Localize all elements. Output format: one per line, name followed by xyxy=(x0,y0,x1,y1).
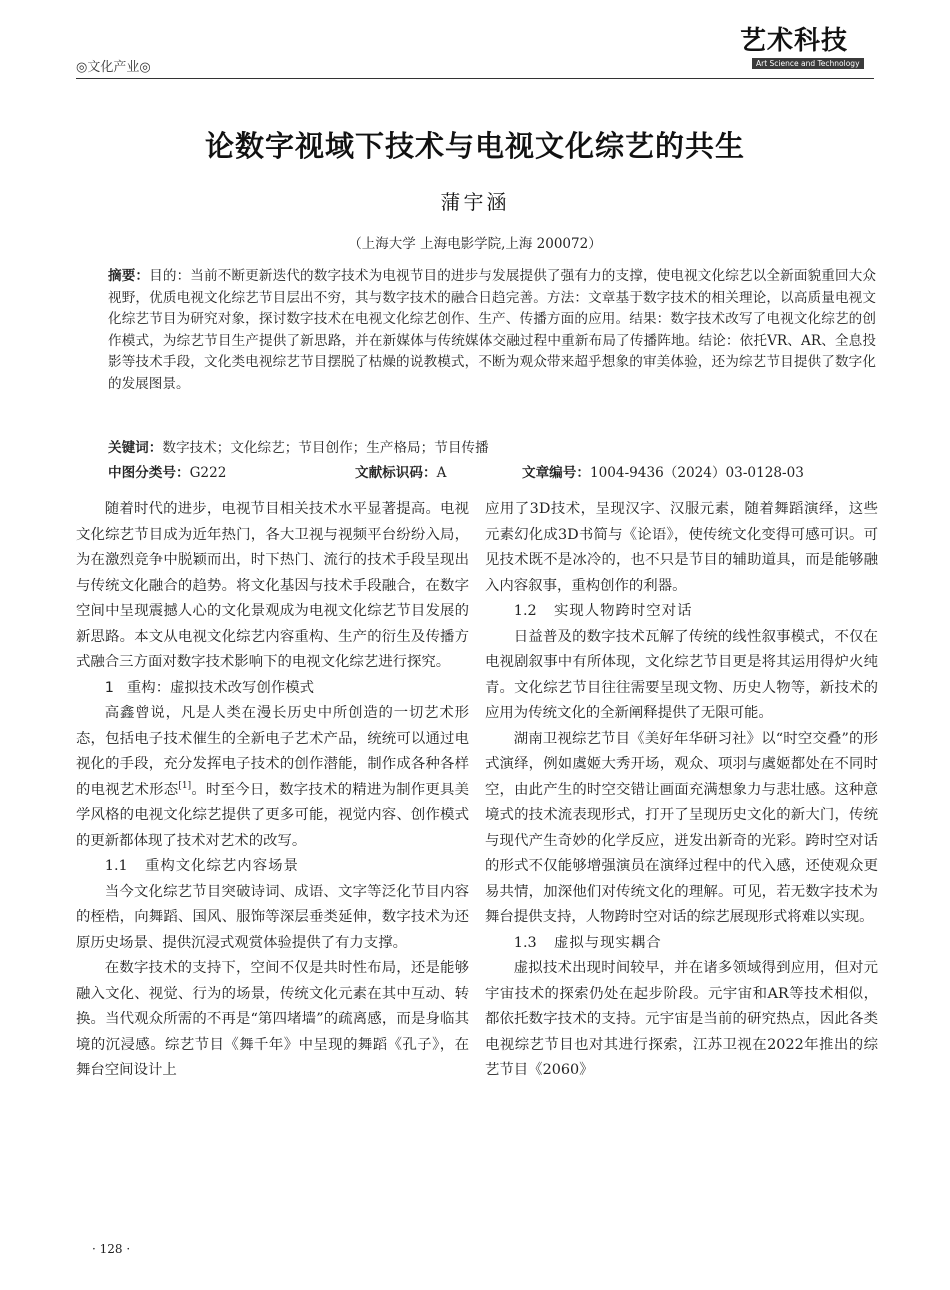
keywords-label: 关键词： xyxy=(108,440,163,456)
body-text: 。时至今日，数字技术的精进为制作更具美学风格的电视文化综艺提供了更多可能，视觉内容、创作模式的更新都体现了技术对艺术的改写。 xyxy=(76,781,469,849)
article-author: 蒲宇涵 xyxy=(440,190,510,214)
subsection-title: 重构文化综艺内容场景 xyxy=(144,858,299,874)
citation-ref: [1] xyxy=(178,780,192,791)
article-title: 论数字视域下技术与电视文化综艺的共生 xyxy=(204,129,745,163)
page-number: · 128 · xyxy=(92,1242,131,1256)
subsection-number: 1.2 xyxy=(513,603,537,619)
journal-logo-en: Art Science and Technology xyxy=(752,58,864,69)
body-paragraph: 在数字技术的支持下，空间不仅是共时性布局，还是能够融入文化、视觉、行为的场景，传统文化元素在其中互动、转换。当代观众所需的不再是“第四堵墙”的疏离感，而是身临其境的沉浸感。综艺节目《舞千年》中呈现的舞蹈《孔子》，在舞台空间设计上 xyxy=(76,960,469,1078)
article-no-label: 文章编号： xyxy=(522,465,590,481)
header-rule xyxy=(76,78,874,79)
subsection-heading-1-3 xyxy=(485,931,878,957)
author-affiliation: （上海大学 上海电影学院,上海 200072） xyxy=(348,236,602,252)
abstract-label: 摘要： xyxy=(108,268,150,284)
body-paragraph: 虚拟技术出现时间较早，并在诸多领域得到应用，但对元宇宙技术的探索仍处在起步阶段。元宇宙和AR等技术相似，都依托数字技术的支持。元宇宙是当前的研究热点，因此各类电视综艺节目也对其进行探索，江苏卫视在2022年推出的综艺节目《2060》 xyxy=(485,960,878,1078)
subsection-title: 实现人物跨时空对话 xyxy=(553,603,693,619)
abstract xyxy=(108,266,876,396)
body-paragraph: 当今文化综艺节目突破诗词、成语、文字等泛化节目内容的桎梏，向舞蹈、国风、服饰等深层垂类延伸，数字技术为还原历史场景、提供沉浸式观赏体验提供了有力支撑。 xyxy=(76,883,469,951)
section-heading-1 xyxy=(76,676,469,702)
journal-logo-cn: 艺术科技 xyxy=(740,26,849,56)
doc-code-value: A xyxy=(436,465,447,481)
clc-value: G222 xyxy=(189,465,227,481)
clc-label: 中图分类号： xyxy=(108,465,190,481)
keywords-text: 数字技术；文化综艺；节目创作；生产格局；节目传播 xyxy=(162,440,489,456)
article-number xyxy=(522,461,804,481)
clc-number xyxy=(108,461,226,481)
article-no-value: 1004-9436（2024）03-0128-03 xyxy=(589,465,804,481)
subsection-title: 虚拟与现实耦合 xyxy=(553,934,662,951)
body-paragraph xyxy=(76,701,469,854)
journal-logo xyxy=(730,20,860,72)
subsection-number: 1.3 xyxy=(513,934,537,951)
body-column-left xyxy=(76,497,469,1084)
body-paragraph: 日益普及的数字技术瓦解了传统的线性叙事模式，不仅在电视剧叙事中有所体现，文化综艺节目更是将其运用得炉火纯青。文化综艺节目往往需要呈现文物、历史人物等，新技术的应用为传统文化的全新阐释提供了无限可能。 xyxy=(485,628,878,721)
subsection-number: 1.1 xyxy=(104,858,128,874)
section-tag: ◎文化产业◎ xyxy=(76,60,151,75)
abstract-text: 目的：当前不断更新迭代的数字技术为电视节目的进步与发展提供了强有力的支撑，使电视文化综艺以全新面貌重回大众视野，优质电视文化综艺节目层出不穷，其与数字技术的融合日趋完善。方法：文章基于数字技术的相关理论，以高质量电视文化综艺节目为研究对象，探讨数字技术在电视文化综艺创作、生产、传播方面的应用。结果：数字技术改写了电视文化综艺的创作模式，为综艺节目生产提供了新思路，并在新媒体与传统媒体交融过程中重新布局了传播阵地。结论：依托VR、AR、全息投影等技术手段，文化类电视综艺节目摆脱了枯燥的说教模式，不断为观众带来超乎想象的审美体验，还为综艺节目提供了数字化的发展图景。 xyxy=(108,268,877,392)
body-column-right xyxy=(485,497,878,1084)
section-heading-text: 重构：虚拟技术改写创作模式 xyxy=(126,679,314,696)
keywords xyxy=(108,436,876,456)
subsection-heading-1-1 xyxy=(76,854,469,880)
body-paragraph: 应用了3D技术，呈现汉字、汉服元素，随着舞蹈演绎，这些元素幻化成3D书简与《论语》，使传统文化变得可感可识。可见技术既不是冰冷的，也不只是节目的辅助道具，而是能够融入内容叙事，重构创作的利器。 xyxy=(485,501,878,594)
body-paragraph: 湖南卫视综艺节目《美好年华研习社》以“时空交叠”的形式演绎，例如虞姬大秀开场，观众、项羽与虞姬都处在不同时空，由此产生的时空交错让画面充满想象力与悲壮感。这种意境式的技术流表现形式，打开了呈现历史文化的新大门，传统与现代产生奇妙的化学反应，迸发出新奇的光彩。跨时空对话的形式不仅能够增强演员在演绎过程中的代入感，还使观众更易共情，加深他们对传统文化的理解。可见，若无数字技术为舞台提供支持，人物跨时空对话的综艺展现形式将难以实现。 xyxy=(485,730,878,925)
subsection-heading-1-2 xyxy=(485,599,878,625)
body-text: 高鑫曾说，凡是人类在漫长历史中所创造的一切艺术形态，包括电子技术催生的全新电子艺术产品，统统可以通过电视化的手段，充分发挥电子技术的创作潜能，制作成各种各样的电视艺术形态 xyxy=(76,705,469,798)
doc-code-label: 文献标识码： xyxy=(355,465,437,481)
section-heading-number: 1 xyxy=(104,679,114,696)
body-paragraph: 随着时代的进步，电视节目相关技术水平显著提高。电视文化综艺节目成为近年热门，各大卫视与视频平台纷纷入局，为在激烈竞争中脱颖而出，时下热门、流行的技术手段呈现出与传统文化融合的趋势。将文化基因与技术手段融合，在数字空间中呈现震撼人心的文化景观成为电视文化综艺节目发展的新思路。本文从电视文化综艺内容重构、生产的衍生及传播方式融合三方面对数字技术影响下的电视文化综艺进行探究。 xyxy=(76,501,469,670)
document-code xyxy=(355,461,446,481)
